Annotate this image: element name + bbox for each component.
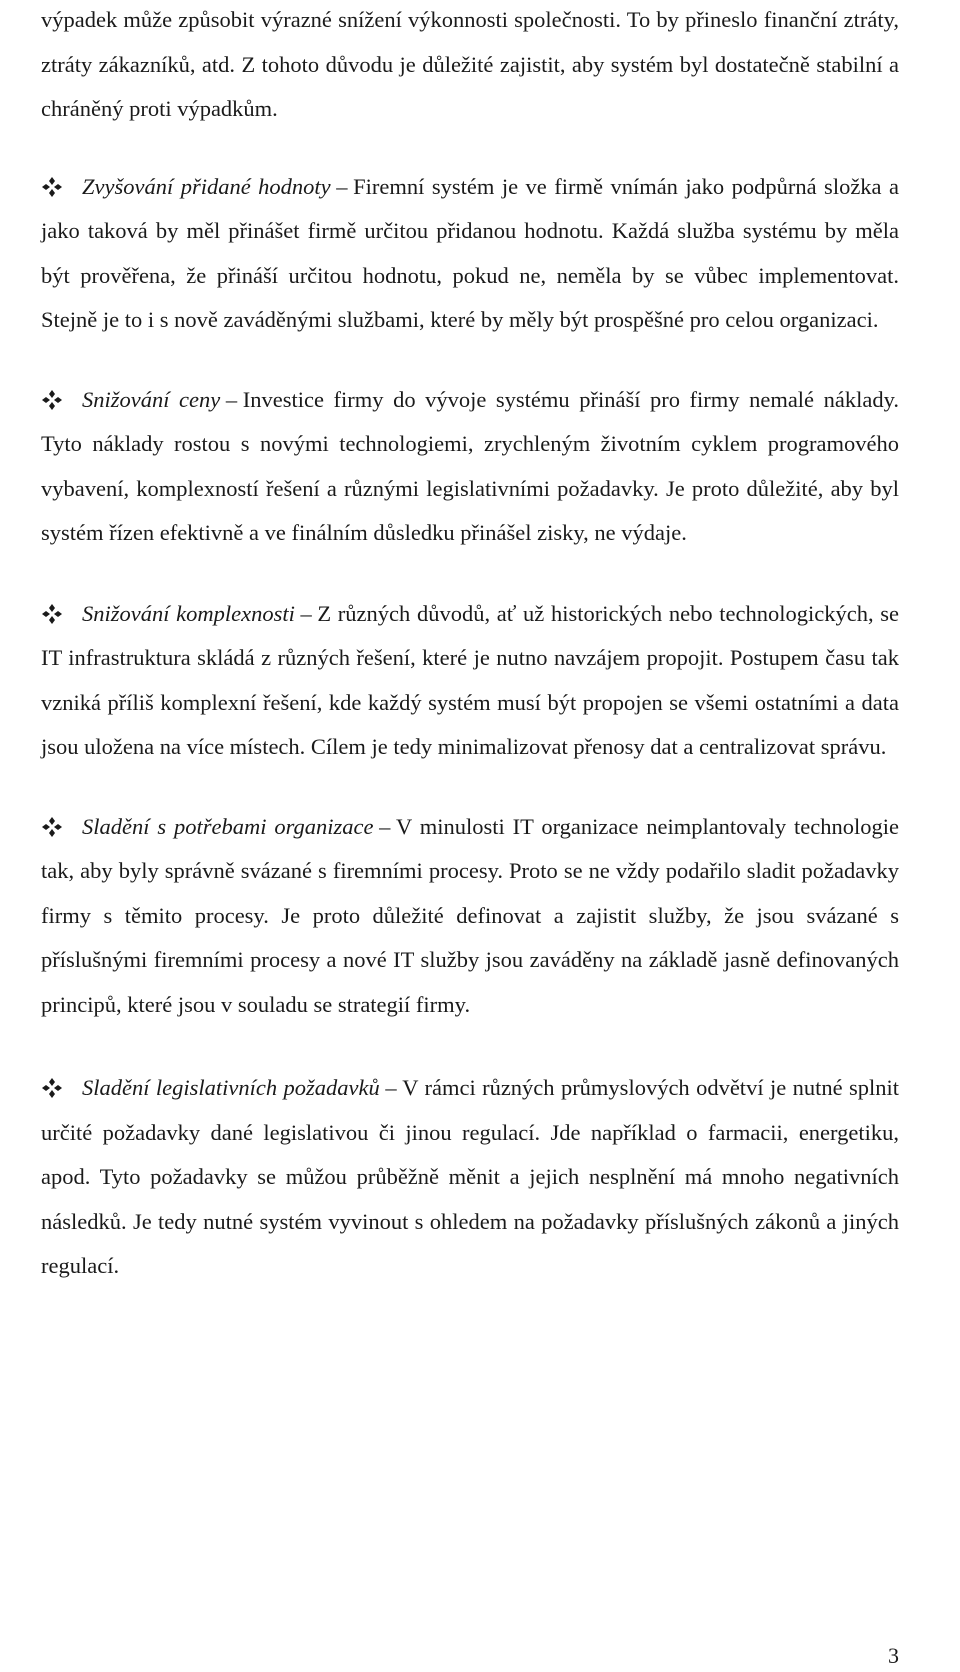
page-number: 3 xyxy=(888,1643,899,1668)
item-lead: Snižování ceny xyxy=(82,386,221,412)
item-dash: – xyxy=(385,1075,397,1100)
item-lead: Sladění s potřebami organizace xyxy=(82,813,374,839)
item-dash: – xyxy=(225,386,238,412)
item-dash: – xyxy=(300,600,312,626)
intro-paragraph: výpadek může způsobit výrazné snížení výkonnosti společnosti. To by přineslo finanční ztráty, ztráty zákazníků, atd. Z tohoto důvodu je důležité zajistit, aby systém byl dostatečně stabilní a chráněný proti výpadkům. xyxy=(41,7,899,121)
item-body: Investice firmy do vývoje systému přináší pro firmy nemalé náklady. Tyto náklady rostou s novými technologiemi, zrychleným životním cyklem programového vybavení, komplexností řešení a různými legislativními požadavky. Je proto důležité, aby byl systém řízen efektivně a ve finálním důsledku přinášel zisky, ne výdaje. xyxy=(41,386,899,545)
list-item xyxy=(41,805,899,1028)
diamond-bullet-icon xyxy=(41,389,63,411)
diamond-bullet-icon xyxy=(41,603,63,625)
list-item xyxy=(41,378,899,556)
list-item xyxy=(41,592,899,770)
item-dash: – xyxy=(336,173,348,199)
list-item xyxy=(41,165,899,343)
item-body: Z různých důvodů, ať už historických nebo technologických, se IT infrastruktura skládá z různých řešení, které je nutno navzájem propojit. Postupem času tak vzniká příliš komplexní řešení, kde každý systém musí být propojen se všemi ostatními a data jsou uložena na více místech. Cílem je tedy minimalizovat přenosy dat a centralizovat správu. xyxy=(41,600,899,759)
item-body: Firemní systém je ve firmě vnímán jako podpůrná složka a jako taková by měl přinášet firmě určitou přidanou hodnotu. Každá služba systému by měla být prověřena, že přináší určitou hodnotu, pokud ne, neměla by se vůbec implementovat. Stejně je to i s nově zaváděnými službami, které by měly být prospěšné pro celou organizaci. xyxy=(41,173,899,332)
list-item xyxy=(41,1066,899,1289)
diamond-bullet-icon xyxy=(41,816,63,838)
item-lead: Zvyšování přidané hodnoty xyxy=(82,173,331,199)
item-dash: – xyxy=(379,813,391,839)
page-content xyxy=(41,0,899,1289)
item-lead: Sladění legislativních požadavků xyxy=(82,1075,380,1100)
diamond-bullet-icon xyxy=(41,176,63,198)
item-body: V minulosti IT organizace neimplantovaly technologie tak, aby byly správně svázané s firemními procesy. Proto se ne vždy podařilo sladit požadavky firmy s těmito procesy. Je proto důležité definovat a zajistit služby, že jsou svázané s příslušnými firemními procesy a nové IT služby jsou zaváděny na základě jasně definovaných principů, které jsou v souladu se strategií firmy. xyxy=(41,813,900,1017)
item-lead: Snižování komplexnosti xyxy=(82,600,295,626)
diamond-bullet-icon xyxy=(41,1077,63,1099)
item-body: V rámci různých průmyslových odvětví je nutné splnit určité požadavky dané legislativou či jinou regulací. Jde například o farmacii, energetiku, apod. Tyto požadavky se můžou průběžně měnit a jejich nesplnění má mnoho negativních následků. Je tedy nutné systém vyvinout s ohledem na požadavky příslušných zákonů a jiných regulací. xyxy=(41,1075,899,1278)
